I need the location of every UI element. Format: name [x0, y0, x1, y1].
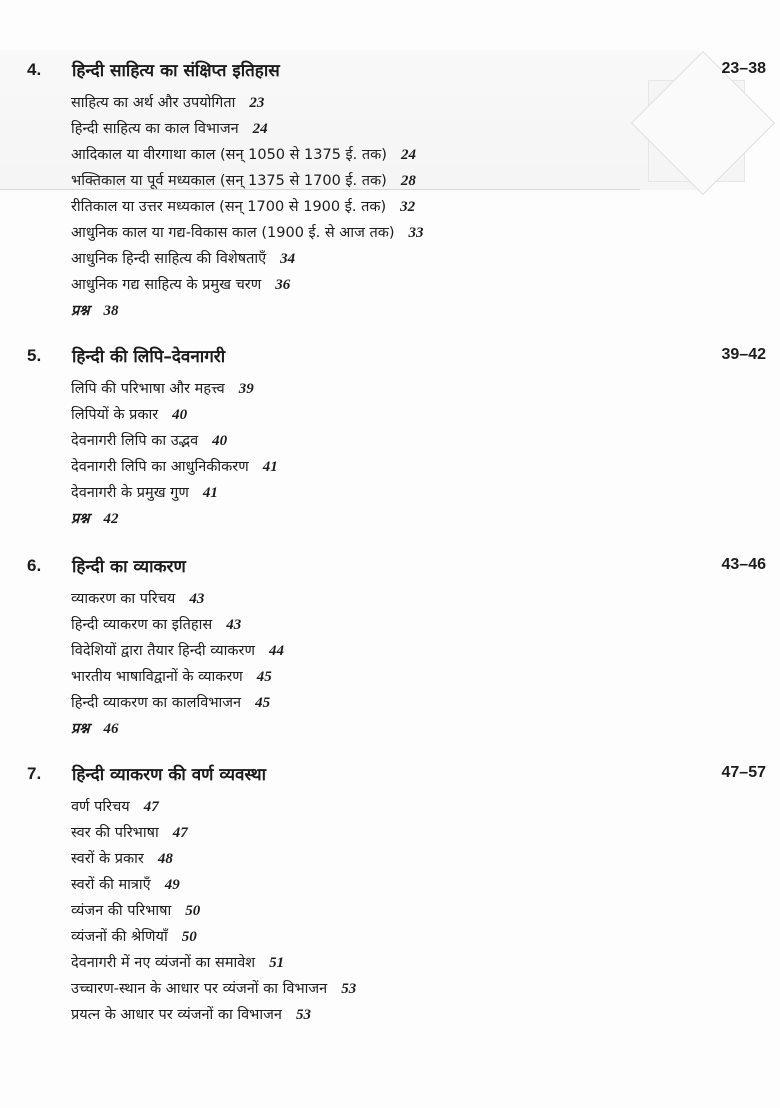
topic-label: देवनागरी लिपि का उद्भव [71, 433, 199, 449]
chapter-number: 7. [27, 764, 42, 783]
topic-page-number: 46 [103, 721, 119, 737]
chapter-topic-list [0, 376, 780, 532]
topic-page-number: 28 [400, 173, 416, 189]
topic-entry[interactable] [71, 846, 780, 872]
chapter-page-range: 23–38 [721, 60, 766, 77]
topic-label: लिपियों के प्रकार [71, 407, 159, 423]
topic-label: आधुनिक हिन्दी साहित्य की विशेषताएँ [71, 251, 267, 267]
topic-page-number: 32 [400, 199, 416, 215]
topic-label: भारतीय भाषाविद्वानों के व्याकरण [71, 669, 243, 685]
topic-page-number: 40 [172, 407, 188, 423]
topic-label: साहित्य का अर्थ और उपयोगिता [71, 95, 236, 111]
topic-entry[interactable] [71, 220, 780, 246]
topic-entry[interactable] [71, 586, 780, 612]
questions-entry[interactable] [71, 506, 780, 532]
chapter-title: हिन्दी का व्याकरण [72, 557, 186, 577]
questions-entry[interactable] [71, 298, 780, 324]
topic-label: प्रश्न [71, 303, 90, 319]
chapter-heading[interactable] [0, 60, 780, 90]
topic-entry[interactable] [71, 950, 780, 976]
topic-label: व्यंजनों की श्रेणियाँ [71, 929, 168, 945]
topic-page-number: 38 [103, 303, 119, 319]
topic-label: स्वरों के प्रकार [71, 851, 144, 867]
chapter-topic-list [0, 794, 780, 1028]
chapter-page-range: 39–42 [721, 346, 766, 363]
topic-page-number: 45 [256, 669, 272, 685]
topic-page-number: 50 [181, 929, 197, 945]
topic-page-number: 41 [202, 485, 218, 501]
chapter-topic-list [0, 90, 780, 324]
topic-entry[interactable] [71, 872, 780, 898]
chapter-number: 5. [27, 346, 42, 365]
topic-entry[interactable] [71, 454, 780, 480]
topic-entry[interactable] [71, 402, 780, 428]
topic-label: व्याकरण का परिचय [71, 591, 176, 607]
topic-entry[interactable] [71, 168, 780, 194]
chapter-topic-list [0, 586, 780, 742]
topic-entry[interactable] [71, 480, 780, 506]
topic-page-number: 43 [189, 591, 205, 607]
chapter-page-range: 47–57 [721, 764, 766, 781]
chapter-heading[interactable] [0, 556, 780, 586]
chapter-heading[interactable] [0, 764, 780, 794]
topic-label: प्रयत्न के आधार पर व्यंजनों का विभाजन [71, 1007, 282, 1023]
topic-page-number: 24 [400, 147, 416, 163]
topic-label: देवनागरी के प्रमुख गुण [71, 485, 189, 501]
topic-entry[interactable] [71, 898, 780, 924]
topic-label: उच्चारण-स्थान के आधार पर व्यंजनों का विभाजन [71, 981, 328, 997]
topic-label: भक्तिकाल या पूर्व मध्यकाल (सन् 1375 से 1700 ई. तक) [71, 173, 387, 189]
topic-entry[interactable] [71, 976, 780, 1002]
topic-label: लिपि की परिभाषा और महत्त्व [71, 381, 225, 397]
topic-entry[interactable] [71, 924, 780, 950]
topic-label: आदिकाल या वीरगाथा काल (सन् 1050 से 1375 ई. तक) [71, 147, 387, 163]
topic-page-number: 53 [295, 1007, 311, 1023]
topic-label: स्वरों की मात्राएँ [71, 877, 151, 893]
topic-label: प्रश्न [71, 721, 90, 737]
topic-page-number: 23 [249, 95, 265, 111]
topic-page-number: 40 [212, 433, 228, 449]
topic-page-number: 41 [262, 459, 278, 475]
topic-page-number: 36 [275, 277, 291, 293]
topic-page-number: 42 [103, 511, 119, 527]
topic-label: रीतिकाल या उत्तर मध्यकाल (सन् 1700 से 1900 ई. तक) [71, 199, 387, 215]
topic-page-number: 43 [226, 617, 242, 633]
chapter-number: 4. [27, 60, 42, 79]
topic-entry[interactable] [71, 246, 780, 272]
questions-entry[interactable] [71, 716, 780, 742]
topic-entry[interactable] [71, 690, 780, 716]
chapter-page-range: 43–46 [721, 556, 766, 573]
chapter-title: हिन्दी की लिपि–देवनागरी [72, 347, 226, 367]
topic-entry[interactable] [71, 142, 780, 168]
topic-label: व्यंजन की परिभाषा [71, 903, 172, 919]
topic-label: देवनागरी लिपि का आधुनिकीकरण [71, 459, 249, 475]
chapter-heading[interactable] [0, 346, 780, 376]
topic-entry[interactable] [71, 638, 780, 664]
topic-entry[interactable] [71, 272, 780, 298]
toc-chapter [0, 764, 780, 1028]
chapter-title: हिन्दी साहित्य का संक्षिप्त इतिहास [72, 61, 280, 81]
topic-label: प्रश्न [71, 511, 90, 527]
topic-entry[interactable] [71, 664, 780, 690]
topic-entry[interactable] [71, 376, 780, 402]
topic-entry[interactable] [71, 612, 780, 638]
chapter-title: हिन्दी व्याकरण की वर्ण व्यवस्था [72, 765, 267, 785]
topic-page-number: 33 [408, 225, 424, 241]
topic-label: हिन्दी साहित्य का काल विभाजन [71, 121, 239, 137]
topic-page-number: 24 [252, 121, 268, 137]
topic-label: विदेशियों द्वारा तैयार हिन्दी व्याकरण [71, 643, 255, 659]
topic-page-number: 49 [164, 877, 180, 893]
toc-chapter [0, 556, 780, 742]
toc-chapter [0, 346, 780, 532]
topic-entry[interactable] [71, 1002, 780, 1028]
topic-entry[interactable] [71, 116, 780, 142]
topic-entry[interactable] [71, 90, 780, 116]
topic-page-number: 44 [268, 643, 284, 659]
topic-label: वर्ण परिचय [71, 799, 130, 815]
topic-entry[interactable] [71, 194, 780, 220]
topic-page-number: 39 [238, 381, 254, 397]
topic-label: स्वर की परिभाषा [71, 825, 159, 841]
topic-label: आधुनिक गद्य साहित्य के प्रमुख चरण [71, 277, 262, 293]
topic-page-number: 48 [157, 851, 173, 867]
topic-page-number: 47 [172, 825, 188, 841]
topic-page-number: 50 [185, 903, 201, 919]
toc-chapter [0, 60, 780, 324]
topic-page-number: 34 [280, 251, 296, 267]
topic-label: हिन्दी व्याकरण का इतिहास [71, 617, 213, 633]
topic-entry[interactable] [71, 794, 780, 820]
topic-label: देवनागरी में नए व्यंजनों का समावेश [71, 955, 256, 971]
topic-label: हिन्दी व्याकरण का कालविभाजन [71, 695, 242, 711]
topic-page-number: 53 [341, 981, 357, 997]
topic-page-number: 51 [269, 955, 285, 971]
topic-entry[interactable] [71, 820, 780, 846]
topic-label: आधुनिक काल या गद्य-विकास काल (1900 ई. से आज तक) [71, 225, 395, 241]
chapter-number: 6. [27, 556, 42, 575]
topic-entry[interactable] [71, 428, 780, 454]
topic-page-number: 45 [255, 695, 271, 711]
topic-page-number: 47 [143, 799, 159, 815]
